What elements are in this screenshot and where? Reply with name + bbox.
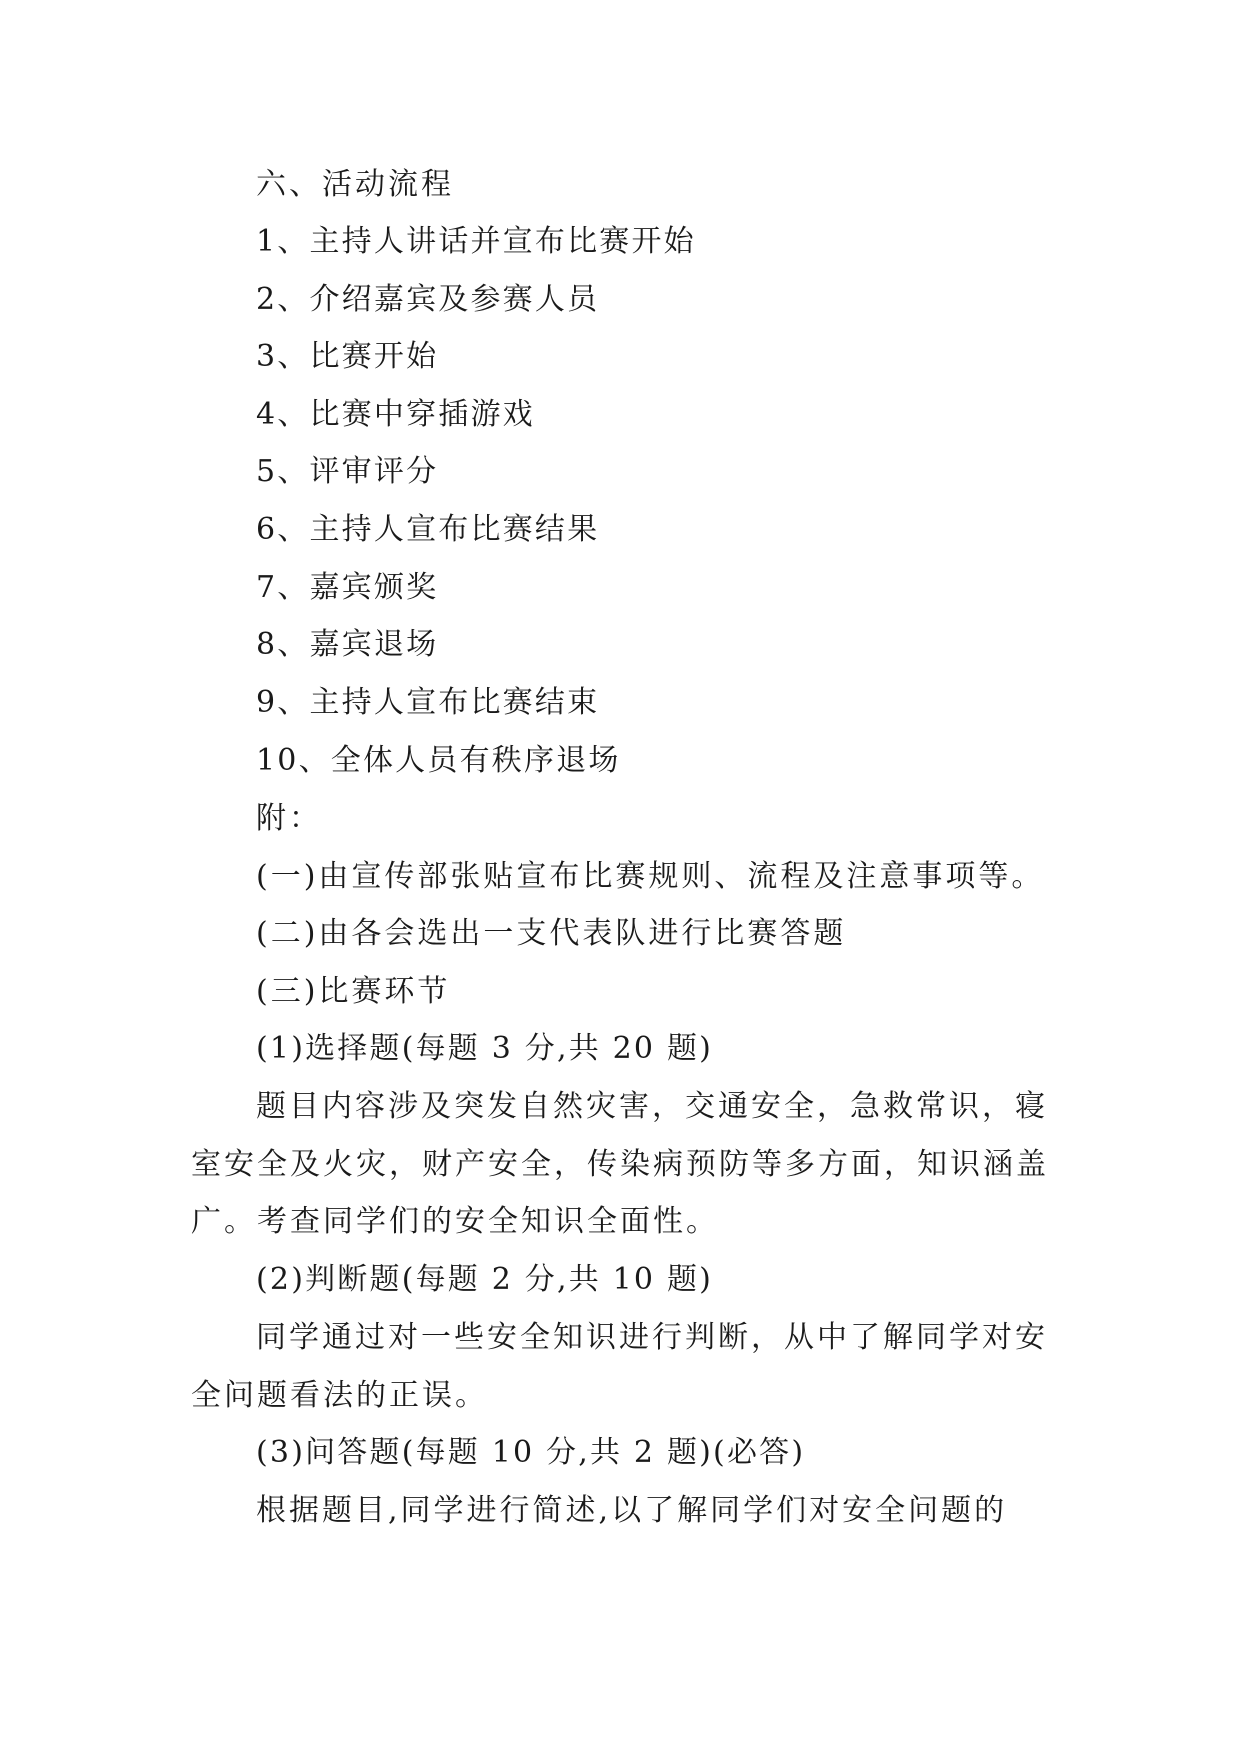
appendix-label: 附： <box>256 801 322 836</box>
appendix-item: (二)由各会选出一支代表队进行比赛答题 <box>256 916 847 951</box>
appendix-item: (三)比赛环节 <box>256 974 451 1009</box>
section-title: 六、活动流程 <box>256 167 454 202</box>
step-item: 9、主持人宣布比赛结束 <box>256 685 600 720</box>
step-item: 4、比赛中穿插游戏 <box>256 397 535 432</box>
appendix-item: (一)由宣传部张贴宣布比赛规则、流程及注意事项等。 <box>256 859 1045 894</box>
round-body-line: 根据题目,同学进行简述,以了解同学们对安全问题的 <box>256 1493 1008 1528</box>
round-body-line: 题目内容涉及突发自然灾害，交通安全，急救常识，寝 <box>256 1089 1048 1124</box>
step-item: 10、全体人员有秩序退场 <box>256 743 621 778</box>
step-item: 6、主持人宣布比赛结果 <box>256 512 600 547</box>
step-item: 8、嘉宾退场 <box>256 627 439 662</box>
round-body-line: 同学通过对一些安全知识进行判断，从中了解同学对安 <box>256 1320 1048 1355</box>
step-item: 1、主持人讲话并宣布比赛开始 <box>256 224 696 259</box>
round-body-line: 广。考查同学们的安全知识全面性。 <box>191 1204 719 1239</box>
step-item: 7、嘉宾颁奖 <box>256 570 439 605</box>
step-item: 2、介绍嘉宾及参赛人员 <box>256 282 600 317</box>
round-body-line: 全问题看法的正误。 <box>191 1378 488 1413</box>
step-item: 5、评审评分 <box>256 454 439 489</box>
round-body-line: 室安全及火灾，财产安全，传染病预防等多方面，知识涵盖 <box>191 1147 1049 1182</box>
round-heading: (2)判断题(每题 2 分,共 10 题) <box>256 1262 714 1297</box>
step-item: 3、比赛开始 <box>256 339 439 374</box>
round-heading: (3)问答题(每题 10 分,共 2 题)(必答) <box>256 1435 806 1470</box>
round-heading: (1)选择题(每题 3 分,共 20 题) <box>256 1031 714 1066</box>
